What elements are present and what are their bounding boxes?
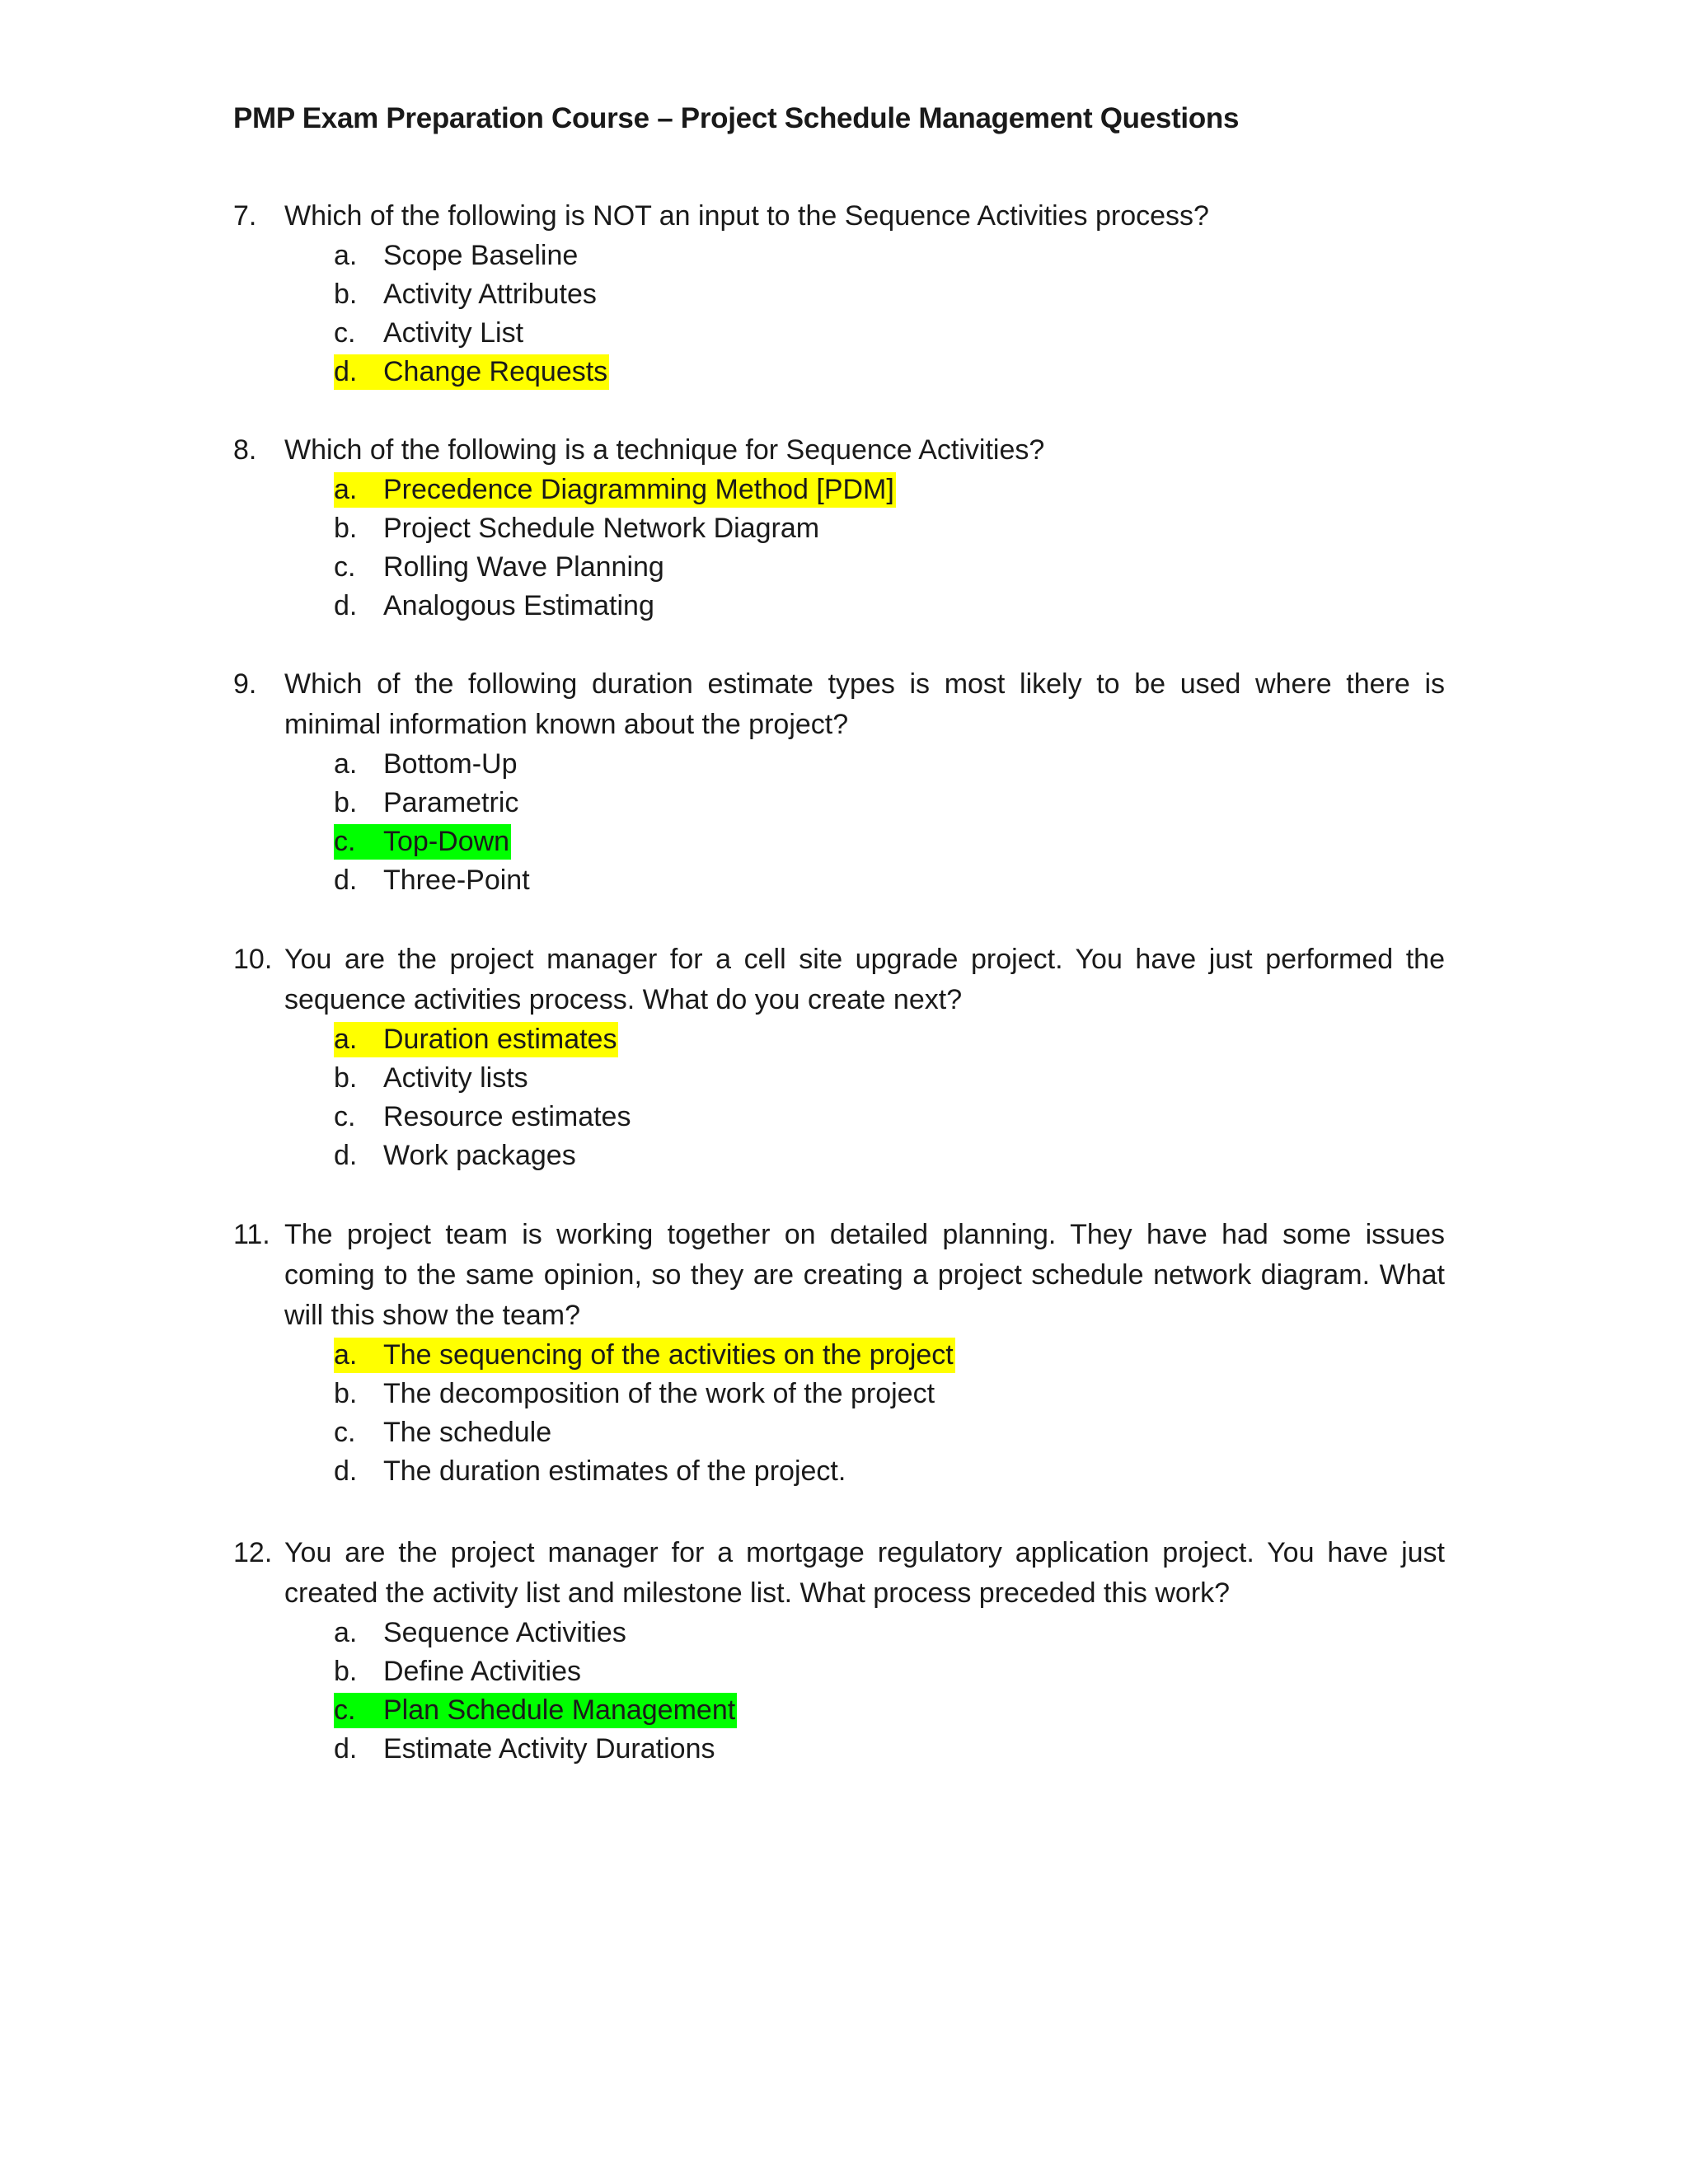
option-c [334,1098,1445,1137]
option-b [334,784,1445,823]
option-b [334,1059,1445,1098]
option-text: Plan Schedule Management [383,1694,736,1726]
option-b [334,509,1445,548]
question-text: Which of the following duration estimate types is most likely to be used where there is minimal information known about the project? [284,668,1445,740]
option-text: Sequence Activities [383,1617,626,1648]
answer-options [233,471,1445,626]
option-text: Estimate Activity Durations [383,1733,715,1765]
question-9 [233,664,1445,900]
question-text: Which of the following is NOT an input to the Sequence Activities process? [284,200,1209,232]
option-letter: d. [334,1455,358,1487]
option-d [334,587,1445,626]
option-a [334,1614,1445,1652]
question-number: 7. [233,200,257,232]
option-d [334,1730,1445,1769]
question-12 [233,1533,1445,1769]
option-a [334,1336,1445,1375]
option-text: Precedence Diagramming Method [PDM] [383,474,894,505]
question-10 [233,940,1445,1175]
option-text: Bottom-Up [383,748,518,780]
answer-options [233,745,1445,900]
option-b [334,1652,1445,1691]
option-letter: c. [334,1417,356,1448]
option-text: Activity List [383,317,524,349]
option-c [334,314,1445,353]
option-letter: d. [334,356,358,387]
document-title: PMP Exam Preparation Course – Project Schedule Management Questions [233,102,1240,134]
question-number: 10. [233,944,273,975]
option-letter: b. [334,1656,358,1687]
question-8 [233,430,1445,626]
option-text: Three-Point [383,865,530,896]
option-b [334,275,1445,314]
question-11 [233,1215,1445,1491]
option-d [334,1137,1445,1175]
option-letter: d. [334,590,358,621]
option-text: Activity Attributes [383,279,597,310]
option-text: The decomposition of the work of the project [383,1378,935,1409]
option-d [334,861,1445,900]
question-7 [233,196,1445,391]
option-c [334,548,1445,587]
option-letter: d. [334,865,358,896]
question-text: You are the project manager for a cell site upgrade project. You have just performed the sequence activities process. What do you create next? [284,944,1445,1015]
question-number: 8. [233,434,257,466]
option-text: Parametric [383,787,519,818]
option-a [334,471,1445,509]
option-d [334,353,1445,391]
option-text: The duration estimates of the project. [383,1455,846,1487]
option-letter: b. [334,513,358,544]
option-text: The schedule [383,1417,552,1448]
option-letter: a. [334,240,358,271]
option-letter: b. [334,279,358,310]
option-text: Scope Baseline [383,240,579,271]
option-letter: b. [334,1378,358,1409]
option-text: Resource estimates [383,1101,631,1132]
option-text: Rolling Wave Planning [383,551,664,583]
answer-options [233,1020,1445,1175]
question-number: 12. [233,1537,273,1568]
option-letter: c. [334,1694,356,1726]
option-text: Change Requests [383,356,608,387]
option-text: Duration estimates [383,1024,617,1055]
option-letter: a. [334,1617,358,1648]
option-letter: c. [334,826,356,857]
question-number: 9. [233,668,257,700]
option-a [334,1020,1445,1059]
option-text: Activity lists [383,1062,528,1094]
option-text: Project Schedule Network Diagram [383,513,820,544]
option-letter: c. [334,1101,356,1132]
question-text: Which of the following is a technique for Sequence Activities? [284,434,1045,466]
option-letter: a. [334,1339,358,1371]
option-letter: a. [334,474,358,505]
option-text: Define Activities [383,1656,581,1687]
answer-options [233,237,1445,391]
option-letter: c. [334,317,356,349]
answer-options [233,1336,1445,1491]
option-b [334,1375,1445,1413]
option-c [334,823,1445,861]
option-d [334,1452,1445,1491]
answer-options [233,1614,1445,1769]
option-letter: b. [334,787,358,818]
option-letter: d. [334,1140,358,1171]
option-letter: d. [334,1733,358,1765]
option-letter: c. [334,551,356,583]
option-text: Work packages [383,1140,576,1171]
option-text: Top-Down [383,826,510,857]
question-text: You are the project manager for a mortgage regulatory application project. You have just created the activity list and milestone list. What process preceded this work? [284,1537,1445,1609]
option-letter: a. [334,748,358,780]
option-text: The sequencing of the activities on the project [383,1339,954,1371]
option-letter: a. [334,1024,358,1055]
option-a [334,745,1445,784]
option-a [334,237,1445,275]
option-text: Analogous Estimating [383,590,654,621]
option-c [334,1691,1445,1730]
option-c [334,1413,1445,1452]
question-number: 11. [233,1219,270,1250]
question-text: The project team is working together on detailed planning. They have had some issues coming to the same opinion, so they are creating a project schedule network diagram. What will this show the team? [284,1219,1445,1331]
option-letter: b. [334,1062,358,1094]
